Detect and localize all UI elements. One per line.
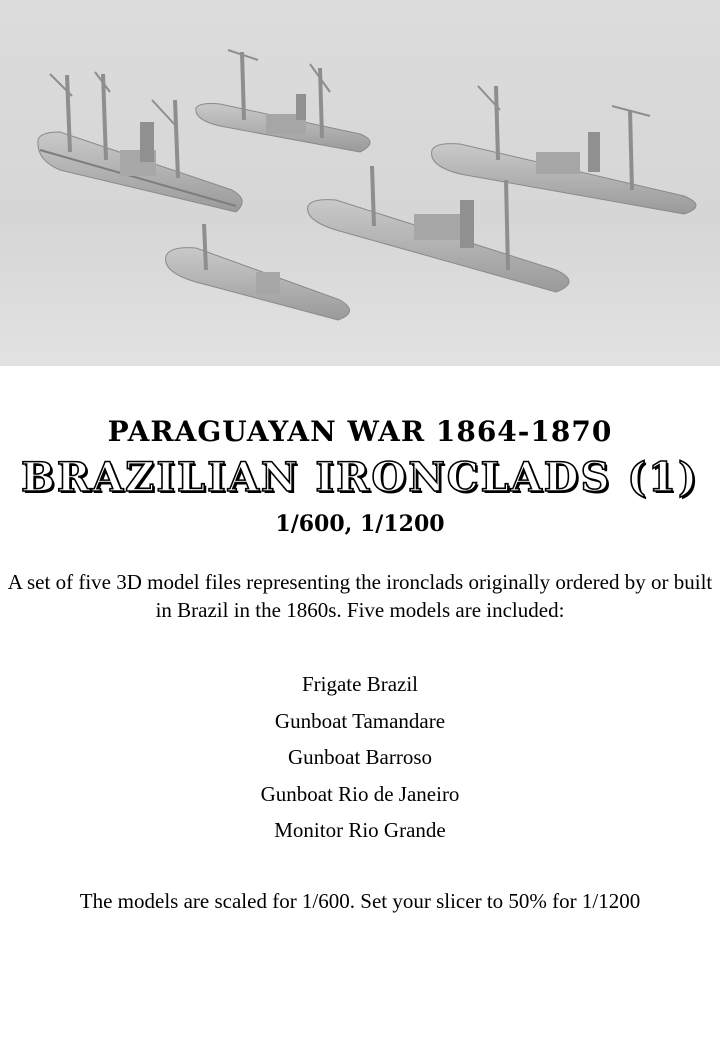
main-title-heading: BRAZILIAN IRONCLADS (1) <box>21 454 699 501</box>
ship-model-frigate <box>38 72 242 212</box>
list-item: Frigate Brazil <box>301 672 419 696</box>
ship-models-render-image <box>0 0 720 366</box>
subtitle-heading: PARAGUAYAN WAR 1864-1870 <box>107 415 613 448</box>
ship-models-illustration <box>0 0 720 366</box>
description-paragraph: A set of five 3D model files representing the ironclads originally ordered by or built in Brazil in the 1860s. Five models are included: <box>7 570 713 622</box>
list-item: Gunboat Tamandare <box>274 708 446 733</box>
scaling-note: The models are scaled for 1/600. Set your slicer to 50% for 1/1200 <box>79 889 641 913</box>
list-item: Monitor Rio Grande <box>274 818 446 842</box>
list-item: Gunboat Rio de Janeiro <box>260 781 460 806</box>
ship-model-gunboat-right <box>432 86 696 214</box>
ship-model-gunboat-top <box>196 50 370 152</box>
ship-model-monitor <box>166 224 350 320</box>
list-item: Gunboat Barroso <box>287 745 433 769</box>
models-list <box>0 666 720 849</box>
scales-heading: 1/600, 1/1200 <box>275 511 445 537</box>
